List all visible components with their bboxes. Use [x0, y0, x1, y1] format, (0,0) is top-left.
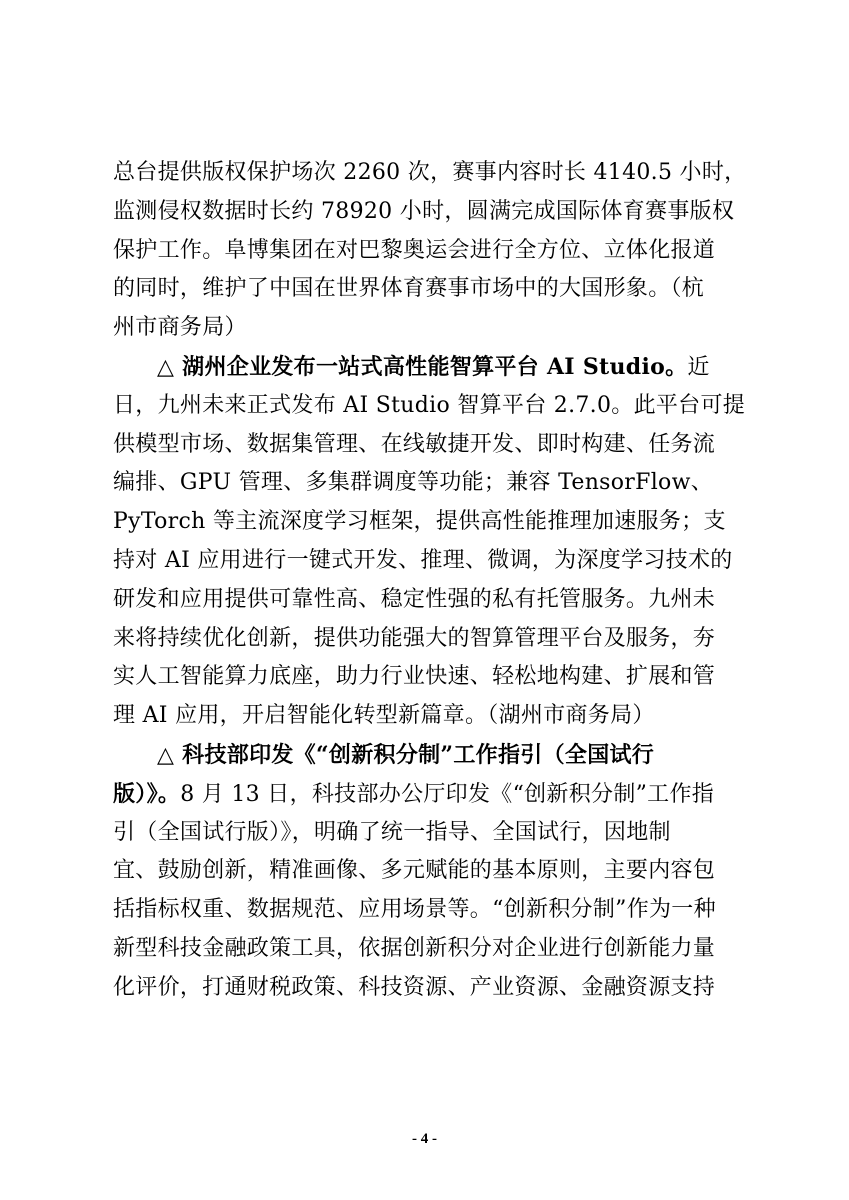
text-line: 引（全国试行版）》，明确了统一指导、全国试行，因地制	[113, 819, 671, 845]
text-line: 括指标权重、数据规范、应用场景等。“创新积分制”作为一种	[113, 897, 716, 923]
text-run: 近	[687, 354, 710, 380]
paragraph-title: △ 湖州企业发布一站式高性能智算平台 AI Studio。	[157, 353, 688, 380]
text-line: 新型科技金融政策工具，依据创新积分对企业进行创新能力量	[113, 935, 716, 961]
text-line: 供模型市场、数据集管理、在线敏捷开发、即时构建、任务流	[113, 431, 716, 457]
text-line: 实人工智能算力底座，助力行业快速、轻松地构建、扩展和管	[113, 664, 716, 690]
paragraph-broadcast-copyright	[113, 154, 747, 348]
text-line: PyTorch 等主流深度学习框架，提供高性能推理加速服务；支	[113, 509, 726, 535]
text-line: 的同时，维护了中国在世界体育赛事市场中的大国形象。（杭	[113, 276, 705, 302]
text-line: 研发和应用提供可靠性高、稳定性强的私有托管服务。九州未	[113, 586, 716, 612]
text-line: 监测侵权数据时长约 78920 小时，圆满完成国际体育赛事版权	[113, 198, 735, 224]
paragraph-ai-studio	[113, 348, 746, 736]
text-line: 宜、鼓励创新，精准画像、多元赋能的基本原则，主要内容包	[113, 858, 716, 884]
paragraph-second-line	[113, 775, 743, 814]
text-line: 保护工作。阜博集团在对巴黎奥运会进行全方位、立体化报道	[113, 237, 716, 263]
text-line: 持对 AI 应用进行一键式开发、推理、微调，为深度学习技术的	[113, 547, 733, 573]
paragraph-title: △ 科技部印发《“创新积分制”工作指引（全国试行	[157, 741, 655, 768]
text-run: 8 月 13 日，科技部办公厅印发《“创新积分制”工作指	[180, 781, 715, 807]
text-line: 日，九州未来正式发布 AI Studio 智算平台 2.7.0。此平台可提	[113, 392, 746, 418]
page-number: - 4 -	[412, 1131, 437, 1147]
paragraph-innovation-points	[113, 736, 743, 1008]
paragraph-first-line	[113, 348, 743, 387]
document-body	[113, 154, 747, 1008]
text-line: 化评价，打通财税政策、科技资源、产业资源、金融资源支持	[113, 974, 716, 1000]
text-line: 州市商务局）	[113, 315, 247, 341]
text-line: 理 AI 应用，开启智能化转型新篇章。（湖州市商务局）	[113, 703, 655, 729]
text-line: 来将持续优化创新，提供功能强大的智算管理平台及服务，夯	[113, 625, 716, 651]
paragraph-title-end: 版）》。	[113, 780, 181, 807]
text-line: 总台提供版权保护场次 2260 次，赛事内容时长 4140.5 小时，	[113, 160, 747, 185]
text-line: 编排、GPU 管理、多集群调度等功能；兼容 TensorFlow、	[113, 470, 714, 496]
